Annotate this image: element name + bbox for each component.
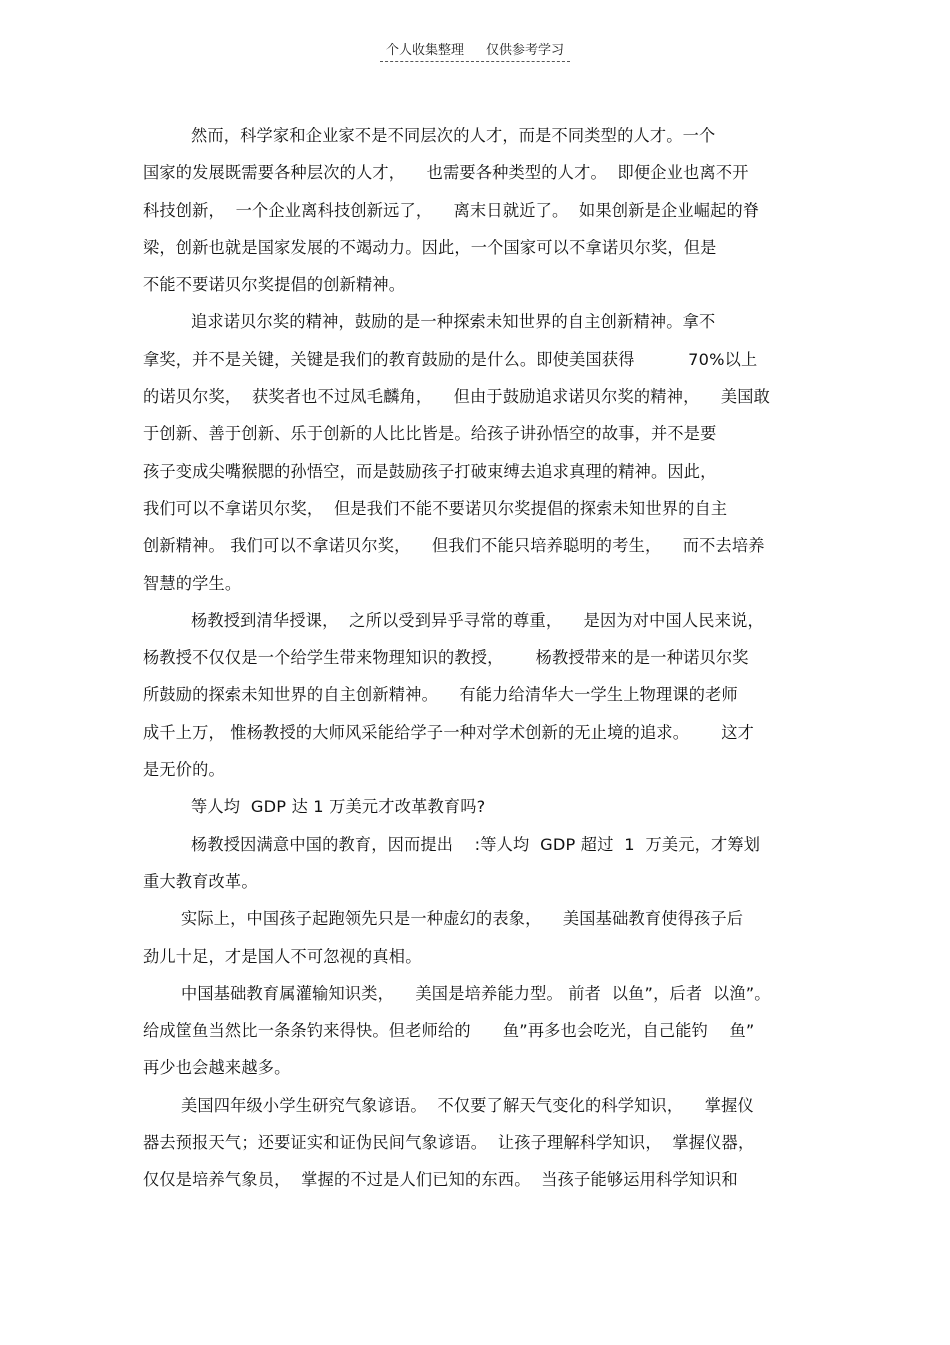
page-header xyxy=(380,38,570,62)
text-line: 我们可以不拿诺贝尔奖， 但是我们不能不要诺贝尔奖提倡的探索未知世界的自主 xyxy=(143,498,728,518)
header-right-text: 仅供参考学习 xyxy=(486,43,565,58)
text-line: 给成筐鱼当然比一条条钓来得快。但老师给的 鱼”再多也会吃光，自己能钓 鱼” xyxy=(143,1021,755,1041)
text-line: 创新精神。 我们可以不拿诺贝尔奖， 但我们不能只培养聪明的考生， 而不去培养 xyxy=(143,536,765,556)
text-line: 劲儿十足，才是国人不可忽视的真相。 xyxy=(143,946,422,966)
text-line: 国家的发展既需要各种层次的人才， 也需要各种类型的人才。 即便企业也离不开 xyxy=(143,163,749,183)
text-line: 等人均 GDP 达 1 万美元才改革教育吗? xyxy=(191,797,486,817)
header-left-text: 个人收集整理 xyxy=(385,43,464,58)
text-line: 中国基础教育属灌输知识类， 美国是培养能力型。 前者 以鱼”，后者 以渔”。 xyxy=(181,983,771,1003)
text-line: 重大教育改革。 xyxy=(143,871,258,891)
text-line: 仅仅是培养气象员， 掌握的不过是人们已知的东西。 当孩子能够运用科学知识和 xyxy=(143,1170,738,1190)
text-line: 杨教授不仅仅是一个给学生带来物理知识的教授， 杨教授带来的是一种诺贝尔奖 xyxy=(143,648,749,668)
text-line: 孩子变成尖嘴猴腮的孙悟空，而是鼓励孩子打破束缚去追求真理的精神。因此， xyxy=(143,461,717,481)
text-line: 器去预报天气；还要证实和证伪民间气象谚语。 让孩子理解科学知识， 掌握仪器， xyxy=(143,1133,755,1153)
text-line: 然而，科学家和企业家不是不同层次的人才，而是不同类型的人才。一个 xyxy=(191,126,716,145)
text-line: 成千上万， 惟杨教授的大师风采能给学子一种对学术创新的无止境的追求。 这才 xyxy=(143,722,754,742)
text-line: 杨教授因满意中国的教育，因而提出 :等人均 GDP 超过 1 万美元，才筹划 xyxy=(191,834,761,854)
text-line: 是无价的。 xyxy=(143,760,225,780)
text-line: 拿奖，并不是关键，关键是我们的教育鼓励的是什么。即使美国获得 70%以上 xyxy=(143,349,758,369)
text-line: 不能不要诺贝尔奖提倡的创新精神。 xyxy=(143,275,406,295)
text-line: 追求诺贝尔奖的精神，鼓励的是一种探索未知世界的自主创新精神。拿不 xyxy=(191,312,716,332)
text-line: 实际上，中国孩子起跑领先只是一种虚幻的表象， 美国基础教育使得孩子后 xyxy=(181,909,744,929)
text-line: 科技创新， 一个企业离科技创新远了， 离末日就近了。 如果创新是企业崛起的脊 xyxy=(143,200,760,220)
text-line: 于创新、善于创新、乐于创新的人比比皆是。给孩子讲孙悟空的故事，并不是要 xyxy=(143,424,717,444)
text-line: 智慧的学生。 xyxy=(143,573,242,593)
body-text xyxy=(143,124,813,1206)
text-line: 再少也会越来越多。 xyxy=(143,1058,291,1078)
text-line: 美国四年级小学生研究气象谚语。 不仅要了解天气变化的科学知识， 掌握仪 xyxy=(181,1095,754,1115)
text-line: 所鼓励的探索未知世界的自主创新精神。 有能力给清华大一学生上物理课的老师 xyxy=(143,685,738,705)
text-line: 梁，创新也就是国家发展的不竭动力。因此，一个国家可以不拿诺贝尔奖，但是 xyxy=(143,237,717,257)
text-line: 的诺贝尔奖， 获奖者也不过凤毛麟角， 但由于鼓励追求诺贝尔奖的精神， 美国敢 xyxy=(143,387,771,407)
text-line: 杨教授到清华授课， 之所以受到异乎寻常的尊重， 是因为对中国人民来说， xyxy=(191,610,764,630)
